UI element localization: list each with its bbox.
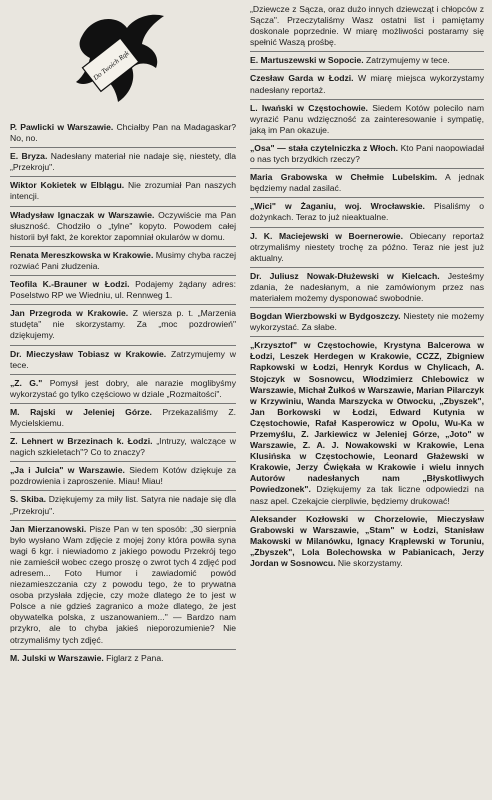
correspondent-name: Dr. Mieczysław Tobiasz w Krakowie. — [10, 348, 167, 359]
reply-text: Z wiersza p. t. „Marzenia studęta" nie skorzystamy. Za „moc pozdrowień" dziękujemy. — [10, 308, 236, 341]
entry-divider — [250, 168, 484, 169]
correspondent-name: Maria Grabowska w Chełmie Lubelskim. — [250, 172, 438, 183]
reply-text: Zatrzymujemy w tece. — [10, 348, 237, 370]
letter-entry — [250, 143, 484, 165]
correspondent-name: Bogdan Wierzbowski w Bydgoszczy. — [250, 311, 401, 322]
reply-text: Musimy chyba raczej rozwiać Pani złudzenia. — [10, 249, 237, 271]
correspondent-name: Teofila K.-Brauner w Łodzi. — [10, 279, 130, 290]
correspondent-name: M. Rajski w Jeleniej Górze. — [10, 406, 152, 417]
right-entry-list — [250, 4, 484, 569]
entry-divider — [10, 246, 236, 247]
reply-text: Dziękujemy za miły list. Satyra nie nadaje się dla „Przekroju". — [10, 494, 236, 516]
correspondent-name: P. Pawlicki w Warszawie. — [10, 122, 114, 132]
entry-divider — [10, 649, 236, 650]
entry-divider — [250, 99, 484, 100]
letter-entry — [10, 465, 236, 487]
letter-entry — [250, 55, 484, 66]
letter-entry — [10, 122, 236, 144]
correspondent-name: Renata Mereszkowska w Krakowie. — [10, 249, 154, 260]
letter-entry — [250, 271, 484, 304]
entry-divider — [10, 461, 236, 462]
reply-text: Niestety nie możemy wykorzystać. Za słabe. — [250, 311, 484, 333]
letter-entry — [10, 151, 236, 173]
bird-icon — [72, 6, 172, 114]
correspondent-name: „Ja i Julcia" w Warszawie. — [10, 465, 125, 476]
entry-divider — [250, 51, 484, 52]
entry-divider — [10, 520, 236, 521]
reply-text: Nadesłany materiał nie nadaje się, niestety, dla „Przekroju". — [10, 151, 236, 173]
letter-entry — [10, 407, 236, 429]
correspondent-name: „Z. G." — [10, 377, 43, 388]
reply-text: Przekazaliśmy Z. Mycielskiemu. — [10, 406, 236, 428]
letter-entry — [10, 279, 236, 301]
correspondent-name: „Wici" w Żaganiu, woj. Wrocławskie. — [250, 201, 425, 212]
letter-entry — [10, 308, 236, 341]
entry-divider — [250, 227, 484, 228]
left-entry-list — [10, 122, 236, 664]
reply-text: Zatrzymujemy w tece. — [363, 55, 450, 66]
correspondent-name: Czesław Garda w Łodzi. — [250, 73, 354, 84]
letter-entry — [250, 201, 484, 223]
right-column — [250, 0, 484, 569]
letter-entry — [250, 340, 484, 506]
correspondent-name: Dr. Juliusz Nowak-Dłużewski w Kielcach. — [250, 270, 440, 281]
correspondent-name: Jan Przegroda w Krakowie. — [10, 308, 129, 319]
letter-entry — [10, 250, 236, 272]
correspondent-name: Jan Mierzanowski. — [10, 523, 87, 534]
entry-divider — [10, 345, 236, 346]
correspondent-name: S. Skiba. — [10, 494, 47, 505]
reply-text: Siedem Kotów dziękuje za pozdrowienia i zaproszenie. Miau! Miau! — [10, 465, 236, 487]
reply-text: Jesteśmy zdania, że nadesłanym, a nie zamówionym przez nas materiałem możemy dysponować swobodnie. — [250, 270, 484, 303]
letter-entry — [250, 172, 484, 194]
correspondent-name: J. K. Maciejewski w Boernerowie. — [250, 230, 403, 241]
entry-divider — [250, 510, 484, 511]
reply-text: Pomysł jest dobry, ale narazie moglibyśmy wykorzystać go tylko częściowo w dziale „Rozmaitości". — [10, 377, 237, 399]
correspondent-name: M. Julski w Warszawie. — [10, 652, 104, 663]
reply-text: Obiecany reportaż otrzymaliśmy niestety trochę za późno. Teraz nie jest już aktualny. — [250, 230, 484, 263]
correspondent-name: E. Bryza. — [10, 151, 48, 162]
correspondent-name: Z. Lehnert w Brzezinach k. Łodzi. — [10, 436, 153, 447]
entry-divider — [250, 336, 484, 337]
letter-entry — [10, 524, 236, 646]
letter-entry — [250, 231, 484, 264]
entry-divider — [10, 403, 236, 404]
entry-divider — [10, 432, 236, 433]
reply-text: Pisze Pan w ten sposób: „30 sierpnia było wysłano Wam zdjęcie z mojej żony która powiła syna wagi 6 kgr. i niewiadomo z jakiego powodu Przekrój tego nie zamieścił wobec czego proszę o zwrot tych 4 zdjęć pod adresem... Foto Humor i zawiadomić powód niezamieszczania czy z powodu tego, że to prywatna osoba przysłała zdjęcie, czy może dlatego że to jest w Polsce a nie gdzieś zagranico a może dlatego, że jest obywatelka polska, z uszanowaniem..." — Bardzo nam przykro, ale to chyba jakieś nieporozumienie? Nie otrzymaliśmy tych zdjęć. — [10, 523, 236, 645]
correspondent-name: L. Iwański w Częstochowie. — [250, 102, 368, 113]
reply-text: Dziękujemy za tak liczne odpowiedzi na nasz apel. Czekajcie cierpliwie, będziemy drukować! — [250, 484, 484, 506]
correspondent-name: E. Martuszewski w Sopocie. — [250, 55, 364, 66]
reply-text: Chciałby Pan na Madagaskar? No, no. — [10, 122, 236, 144]
letter-entry — [10, 494, 236, 516]
reply-text: A jednak będziemy nadal zasilać. — [250, 172, 484, 194]
entry-divider — [10, 206, 236, 207]
entry-divider — [250, 307, 484, 308]
entry-divider — [10, 490, 236, 491]
letter-entry — [250, 311, 484, 333]
correspondent-name: Władysław Ignaczak w Warszawie. — [10, 209, 155, 220]
reply-text: W miarę miejsca wykorzystamy nadesłany reportaż. — [250, 73, 485, 95]
letter-entry — [250, 73, 484, 95]
correspondent-name: „Krzysztof" w Częstochowie, Krystyna Balcerowa w Łodzi, Leszek Herdegen w Krakowie, CCZZ, Zbigniew Rapkowski w Łodzi, Henryk Kordus w Chylicach, A. Stojczyk w Sosnowcu, Włodzimierz Chlebowicz w Warszawie, Michał Żułkoś w Warszawie, Marian Pilarczyk w Krzywiniu, Wanda Marszycka w Otwocku, „Zbyszek", Jan Borkowski w Łodzi, Edward Kutynia w Częstochowie, Rafał Kasperowicz w Opolu, Wu-Ka w Przemyślu, Z. Jarkiewicz w Jeleniej Górze, „Joto" w Warszawie, Z. A. J. Nowakowski w Krakowie, Lena Klusińska w Częstochowie, Leonard Głażewski w Krakowie, Jerzy Ćwiękała w Krakowie i wielu innych Autorów nadesłanych nam „Błyskotliwych Powiedzonek". — [250, 340, 484, 495]
letter-entry — [10, 180, 236, 202]
reply-text: Kto Pani naopowiadał o nas tych brzydkich rzeczy? — [250, 142, 484, 165]
entry-divider — [10, 147, 236, 148]
reply-text: Siedem Kotów polecilo nam wyrazić Panu wdzięczność za zainteresowanie i sympatię, jaką im Pan okazuje. — [250, 102, 484, 135]
reply-text: Figlarz z Pana. — [103, 652, 164, 663]
reply-text: Nie skorzystamy. — [335, 558, 403, 569]
entry-divider — [10, 374, 236, 375]
entry-divider — [10, 275, 236, 276]
reply-text: Pisaliśmy o dożynkach. Teraz to już nieaktualne. — [250, 201, 484, 223]
correspondent-name: Aleksander Kozłowski w Chorzelowie, Mieczysław Grabowski w Warszawie, „Stam" w Łodzi, Stanisław Makowski w Milanówku, Ignacy Krąplewski w Toruniu, „Zbyszek", Lola Bolechowska w Pabianicach, Jerzy Jordan w Sosnowcu. — [250, 513, 484, 569]
letter-entry — [10, 210, 236, 243]
bird-with-letter-logo — [10, 0, 236, 118]
letter-entry — [10, 349, 236, 371]
reply-text: Podajemy żądany adres: Poselstwo RP we Wiedniu, ul. Rennweg 1. — [10, 279, 236, 301]
letter-entry — [10, 653, 236, 664]
entry-divider — [250, 139, 484, 140]
entry-divider — [250, 197, 484, 198]
entry-divider — [10, 304, 236, 305]
reply-text: Nie zrozumiał Pan naszych intencji. — [10, 180, 236, 202]
logo-text: Do Twoich Rąk — [91, 49, 131, 82]
entry-divider — [250, 69, 484, 70]
letter-entry — [10, 378, 236, 400]
correspondent-name: Wiktor Kokietek w Elblągu. — [10, 180, 125, 191]
reply-text: „Dziewcze z Sącza, oraz dużo innych dziewcząt i chłopców z Sącza". Przeczytaliśmy Wasz ostatni list i pamiętamy doskonale poprzednie. W miarę możliwości postaramy się spełnić Waszą prośbę. — [250, 4, 484, 48]
entry-divider — [250, 267, 484, 268]
entry-divider — [10, 176, 236, 177]
letter-entry — [250, 103, 484, 136]
reply-text: „Intruzy, walczące w nagich szkieletach"? Co to znaczy? — [10, 436, 236, 458]
letter-entry — [250, 514, 484, 569]
letter-entry — [250, 4, 484, 48]
reply-text: Oczywiście ma Pan słuszność. Chodziło o „tylne" kopyto. Powodem całej historii był fakt, że korektor zapomniał okularów w domu. — [10, 209, 236, 242]
correspondent-name: „Osa" — stała czytelniczka z Włoch. — [250, 142, 399, 153]
letter-entry — [10, 436, 236, 458]
left-column — [10, 0, 236, 664]
